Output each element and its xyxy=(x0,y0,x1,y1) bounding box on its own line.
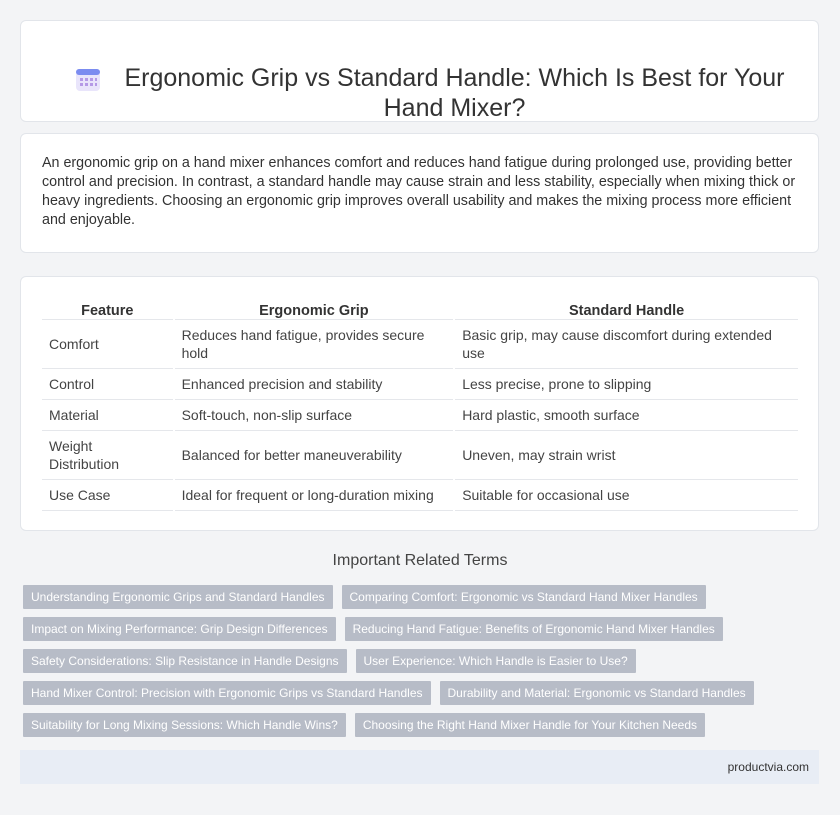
related-term-tag[interactable]: User Experience: Which Handle is Easier to Use? xyxy=(356,649,636,673)
calendar-grid-icon xyxy=(75,67,101,93)
table-cell: Enhanced precision and stability xyxy=(174,369,455,400)
related-term-tag[interactable]: Safety Considerations: Slip Resistance in Handle Designs xyxy=(23,649,347,673)
table-cell: Balanced for better maneuverability xyxy=(174,431,455,480)
table-cell: Less precise, prone to slipping xyxy=(454,369,798,400)
related-term-tag[interactable]: Reducing Hand Fatigue: Benefits of Ergonomic Hand Mixer Handles xyxy=(345,617,723,641)
related-term-tag[interactable]: Choosing the Right Hand Mixer Handle for Your Kitchen Needs xyxy=(355,713,705,737)
related-terms-title: Important Related Terms xyxy=(332,552,508,569)
table-cell: Comfort xyxy=(42,320,174,369)
tag-row xyxy=(23,649,645,673)
table-cell: Control xyxy=(42,369,174,400)
table-cell: Reduces hand fatigue, provides secure hold xyxy=(174,320,455,369)
title-card xyxy=(20,20,819,122)
table-cell: Use Case xyxy=(42,480,174,511)
table-row xyxy=(42,400,798,431)
comparison-table-card xyxy=(20,276,819,531)
footer-brand-link[interactable]: productvia.com xyxy=(727,760,809,774)
related-term-tag[interactable]: Durability and Material: Ergonomic vs Standard Handles xyxy=(440,681,754,705)
table-cell: Uneven, may strain wrist xyxy=(454,431,798,480)
related-term-tag[interactable]: Impact on Mixing Performance: Grip Design Differences xyxy=(23,617,336,641)
table-cell: Weight Distribution xyxy=(42,431,174,480)
header-feature: Feature xyxy=(42,295,174,320)
tag-row xyxy=(23,617,732,641)
footer xyxy=(20,750,819,784)
header-ergonomic-grip: Ergonomic Grip xyxy=(174,295,455,320)
table-cell: Basic grip, may cause discomfort during extended use xyxy=(454,320,798,369)
page-title: Ergonomic Grip vs Standard Handle: Which Is Best for Your Hand Mixer? xyxy=(124,64,785,122)
table-header-row xyxy=(42,295,798,320)
related-term-tag[interactable]: Suitability for Long Mixing Sessions: Which Handle Wins? xyxy=(23,713,346,737)
tag-row xyxy=(23,681,763,705)
table-cell: Suitable for occasional use xyxy=(454,480,798,511)
related-term-tag[interactable]: Understanding Ergonomic Grips and Standard Handles xyxy=(23,585,333,609)
tag-row xyxy=(23,713,714,737)
intro-paragraph: An ergonomic grip on a hand mixer enhances comfort and reduces hand fatigue during prolonged use, providing better control and precision. In contrast, a standard handle may cause strain and less stability, especially when mixing thick or heavy ingredients. Choosing an ergonomic grip improves overall usability and makes the mixing process more efficient and enjoyable. xyxy=(42,155,796,228)
related-term-tag[interactable]: Hand Mixer Control: Precision with Ergonomic Grips vs Standard Handles xyxy=(23,681,431,705)
related-term-tag[interactable]: Comparing Comfort: Ergonomic vs Standard Hand Mixer Handles xyxy=(342,585,706,609)
header-standard-handle: Standard Handle xyxy=(454,295,798,320)
table-row xyxy=(42,480,798,511)
table-row xyxy=(42,320,798,369)
table-cell: Hard plastic, smooth surface xyxy=(454,400,798,431)
tag-row xyxy=(23,585,715,609)
comparison-table xyxy=(42,295,798,511)
table-row xyxy=(42,431,798,480)
table-cell: Soft-touch, non-slip surface xyxy=(174,400,455,431)
table-cell: Material xyxy=(42,400,174,431)
intro-card xyxy=(20,133,819,253)
table-cell: Ideal for frequent or long-duration mixing xyxy=(174,480,455,511)
table-row xyxy=(42,369,798,400)
